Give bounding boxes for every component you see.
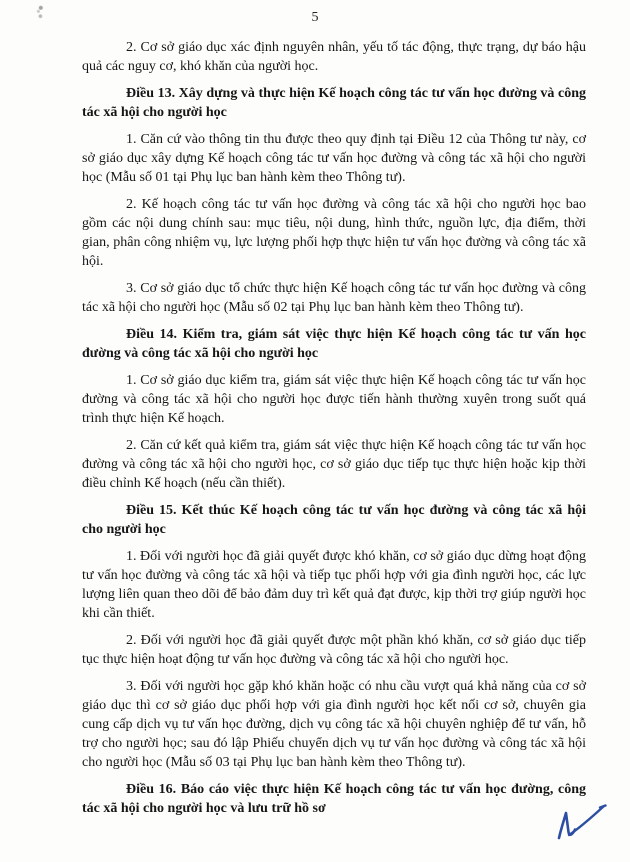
article-heading: Điều 16. Báo cáo việc thực hiện Kế hoạch công tác tư vấn học đường, công tác xã hội cho người học và lưu trữ hồ sơ: [82, 782, 586, 816]
body-paragraph: 2. Kế hoạch công tác tư vấn học đường và công tác xã hội cho người học bao gồm các nội dung chính sau: mục tiêu, nội dung, hình thức, nguồn lực, địa điểm, thời gian, phân công nhiệm vụ, lực lượng phối hợp thực hiện tư vấn học đường và công tác xã hội.: [82, 197, 586, 269]
body-paragraph: 3. Đối với người học gặp khó khăn hoặc có nhu cầu vượt quá khả năng của cơ sở giáo dục thì cơ sở giáo dục phối hợp với gia đình người học kết nối cơ sở, chuyên gia cung cấp dịch vụ tư vấn học đường, dịch vụ công tác xã hội chuyên nghiệp để tư vấn, hỗ trợ cho người học; sau đó lập Phiếu chuyển dịch vụ tư vấn học đường và công tác xã hội cho người học (Mẫu số 03 tại Phụ lục ban hành kèm theo Thông tư).: [82, 679, 586, 770]
article-heading: Điều 15. Kết thúc Kế hoạch công tác tư vấn học đường và công tác xã hội cho người học: [82, 503, 586, 537]
body-paragraph: 3. Cơ sở giáo dục tổ chức thực hiện Kế hoạch công tác tư vấn học đường và công tác xã hội cho người học (Mẫu số 02 tại Phụ lục ban hành kèm theo Thông tư).: [82, 281, 586, 315]
initial-stroke: [559, 813, 575, 838]
body-paragraph: 1. Cơ sở giáo dục kiểm tra, giám sát việc thực hiện Kế hoạch công tác tư vấn học đường và công tác xã hội cho người học được tiến hành thường xuyên trong suốt quá trình thực hiện Kế hoạch.: [82, 373, 586, 426]
document-body: [82, 38, 586, 826]
body-paragraph: 2. Đối với người học đã giải quyết được một phần khó khăn, cơ sở giáo dục tiếp tục thực hiện hoạt động tư vấn học đường và công tác xã hội cho người học.: [82, 633, 586, 667]
flourish-stroke: [569, 806, 606, 836]
page-number: 5: [311, 10, 319, 25]
body-paragraph: 2. Căn cứ kết quả kiểm tra, giám sát việc thực hiện Kế hoạch công tác tư vấn học đường và công tác xã hội cho người học, cơ sở giáo dục tiếp tục thực hiện hoặc kịp thời điều chỉnh Kế hoạch (nếu cần thiết).: [82, 438, 586, 491]
body-paragraph: 1. Căn cứ vào thông tin thu được theo quy định tại Điều 12 của Thông tư này, cơ sở giáo dục xây dựng Kế hoạch công tác tư vấn học đường và công tác xã hội cho người học (Mẫu số 01 tại Phụ lục ban hành kèm theo Thông tư).: [82, 132, 586, 185]
handwritten-initial-mark: [548, 796, 614, 852]
body-paragraph: 2. Cơ sở giáo dục xác định nguyên nhân, yếu tố tác động, thực trạng, dự báo hậu quả các nguy cơ, khó khăn của người học.: [82, 40, 586, 74]
article-heading: Điều 14. Kiểm tra, giám sát việc thực hiện Kế hoạch công tác tư vấn học đường và công tác xã hội cho người học: [82, 327, 586, 361]
body-paragraph: 1. Đối với người học đã giải quyết được khó khăn, cơ sở giáo dục dừng hoạt động tư vấn học đường và công tác xã hội và tiếp tục phối hợp với gia đình người học, các lực lượng liên quan theo dõi để bảo đảm duy trì kết quả đạt được, kịp thời trợ giúp người học khi cần thiết.: [82, 549, 586, 621]
article-heading: Điều 13. Xây dựng và thực hiện Kế hoạch công tác tư vấn học đường và công tác xã hội cho người học: [82, 86, 586, 120]
